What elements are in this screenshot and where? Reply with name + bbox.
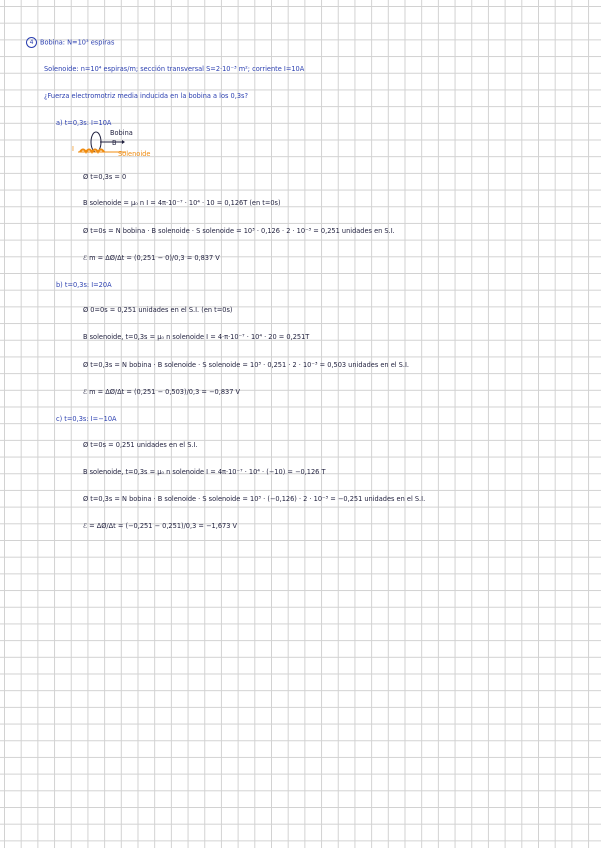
label-bobina: Bobina — [110, 129, 133, 137]
bobina-statement: Bobina: N=10³ espiras — [40, 38, 115, 47]
part-b-line-3: Ø t=0,3s = N bobina · B solenoide · S solenoide = 10³ · 0,251 · 2 · 10⁻³ = 0,503 unidades en el S.I. — [83, 361, 410, 369]
part-c-title: c) t=0,3s: I=−10A — [56, 415, 117, 423]
part-b-line-1: Ø 0=0s = 0,251 unidades en el S.I. (en t=0s) — [83, 306, 233, 314]
part-c-line-3: Ø t=0,3s = N bobina · B solenoide · S solenoide = 10³ · (−0,126) · 2 · 10⁻³ = −0,251 unidades en el S.I. — [83, 495, 426, 503]
part-a-line-2: B solenoide = μ₀ n I = 4π·10⁻⁷ · 10⁴ · 10 = 0,126T (en t=0s) — [83, 199, 281, 207]
part-b-line-4: ℰ m = ΔØ/Δt = (0,251 − 0,503)/0,3 = −0,837 V — [83, 388, 241, 396]
label-b: B — [112, 139, 117, 147]
part-c-line-4: ℰ = ΔØ/Δt = (−0,251 − 0,251)/0,3 = −1,673 V — [83, 522, 238, 530]
solenoid-statement: Solenoide: n=10⁴ espiras/m; sección transversal S=2·10⁻³ m²; corriente I=10A — [44, 65, 305, 73]
label-solenoide: Solenoide — [118, 150, 151, 158]
part-a-line-4: ℰ m = ΔØ/Δt = (0,251 − 0)/0,3 = 0,837 V — [83, 254, 220, 262]
solenoid-coil-sketch — [70, 130, 180, 162]
part-a-line-3: Ø t=0s = N bobina · B solenoide · S solenoide = 10³ · 0,126 · 2 · 10⁻³ = 0,251 unidades en S.I. — [83, 227, 395, 235]
label-i: I — [72, 145, 74, 153]
part-c-line-2: B solenoide, t=0,3s = μ₀ n solenoide I = 4π·10⁻⁷ · 10⁴ · (−10) = −0,126 T — [83, 468, 326, 476]
part-b-line-2: B solenoide, t=0,3s = μ₀ n solenoide I = 4·π·10⁻⁷ · 10⁴ · 20 = 0,251T — [83, 333, 310, 341]
problem-number-badge: 4 — [26, 37, 37, 48]
question-text: ¿Fuerza electromotriz media inducida en la bobina a los 0,3s? — [44, 92, 248, 100]
part-a-title: a) t=0,3s: I=10A — [56, 119, 112, 127]
problem-header — [26, 37, 114, 48]
part-a-line-1: Ø t=0,3s = 0 — [83, 173, 127, 181]
part-b-title: b) t=0,3s: I=20A — [56, 281, 112, 289]
part-c-line-1: Ø t=0s = 0,251 unidades en el S.I. — [83, 441, 198, 449]
